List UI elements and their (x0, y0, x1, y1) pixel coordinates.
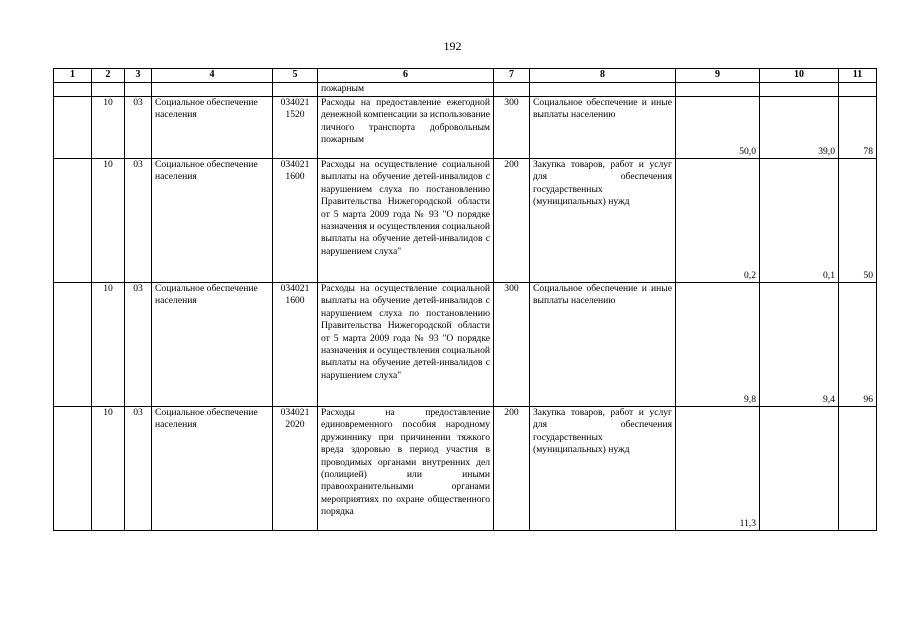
page-number: 192 (443, 39, 462, 53)
table-row (54, 407, 877, 531)
expense-description: Расходы на осуществление социальной выплаты на обучение детей-инвалидов с нарушением слуха по постановлению Правительства Нижегородской области от 5 марта 2009 года № 93 "О порядке назначения и осуществления социальной выплаты на обучение детей-инвалидов с нарушением слуха" (318, 283, 494, 407)
expense-type-code: 300 (494, 97, 530, 159)
percent-executed: 96 (839, 283, 877, 407)
section-name: Социальное обеспечение населения (152, 407, 273, 531)
col-header-8: 8 (530, 69, 676, 83)
expense-type-code: 200 (494, 407, 530, 531)
section-name: Социальное обеспечение населения (152, 283, 273, 407)
percent-executed: 78 (839, 97, 877, 159)
continuation-text: пожарным (318, 83, 494, 97)
section-code: 10 (92, 283, 125, 407)
table-row (54, 159, 877, 283)
section-code: 10 (92, 407, 125, 531)
col-header-3: 3 (125, 69, 152, 83)
table-row (54, 97, 877, 159)
col-header-7: 7 (494, 69, 530, 83)
subsection-code: 03 (125, 159, 152, 283)
col-header-6: 6 (318, 69, 494, 83)
col-header-10: 10 (760, 69, 839, 83)
budget-table (53, 68, 877, 531)
amount-actual (760, 407, 839, 531)
subsection-code: 03 (125, 407, 152, 531)
continuation-row (54, 83, 877, 97)
col-header-1: 1 (54, 69, 92, 83)
subsection-code: 03 (125, 97, 152, 159)
expense-type-name: Социальное обеспечение и иные выплаты населению (530, 97, 676, 159)
target-article-code: 034021 1600 (273, 159, 318, 283)
expense-description: Расходы на предоставление единовременного пособия народному дружиннику при причинении тяжкого вреда здоровью в период участия в проводимых органами внутренних дел (полицией) или иными правоохранительными органами мероприятиях по охране общественного порядка (318, 407, 494, 531)
amount-planned: 50,0 (676, 97, 760, 159)
target-article-code: 034021 2020 (273, 407, 318, 531)
expense-description: Расходы на предоставление ежегодной денежной компенсации за использование личного транспорта добровольным пожарным (318, 97, 494, 159)
subsection-code: 03 (125, 283, 152, 407)
expense-type-code: 300 (494, 283, 530, 407)
expense-type-name: Закупка товаров, работ и услуг для обеспечения государственных (муниципальных) нужд (530, 159, 676, 283)
amount-actual: 0,1 (760, 159, 839, 283)
col-header-2: 2 (92, 69, 125, 83)
target-article-code: 034021 1520 (273, 97, 318, 159)
section-name: Социальное обеспечение населения (152, 159, 273, 283)
target-article-code: 034021 1600 (273, 283, 318, 407)
col-header-5: 5 (273, 69, 318, 83)
expense-type-name: Закупка товаров, работ и услуг для обеспечения государственных (муниципальных) нужд (530, 407, 676, 531)
expense-description: Расходы на осуществление социальной выплаты на обучение детей-инвалидов с нарушением слуха по постановлению Правительства Нижегородской области от 5 марта 2009 года № 93 "О порядке назначения и осуществления социальной выплаты на обучение детей-инвалидов с нарушением слуха" (318, 159, 494, 283)
section-code: 10 (92, 97, 125, 159)
amount-planned: 9,8 (676, 283, 760, 407)
expense-type-name: Социальное обеспечение и иные выплаты населению (530, 283, 676, 407)
col-header-9: 9 (676, 69, 760, 83)
section-code: 10 (92, 159, 125, 283)
percent-executed (839, 407, 877, 531)
amount-actual: 39,0 (760, 97, 839, 159)
section-name: Социальное обеспечение населения (152, 97, 273, 159)
table-row (54, 283, 877, 407)
col-header-11: 11 (839, 69, 877, 83)
expense-type-code: 200 (494, 159, 530, 283)
amount-actual: 9,4 (760, 283, 839, 407)
amount-planned: 11,3 (676, 407, 760, 531)
amount-planned: 0,2 (676, 159, 760, 283)
header-row (54, 69, 877, 83)
col-header-4: 4 (152, 69, 273, 83)
percent-executed: 50 (839, 159, 877, 283)
